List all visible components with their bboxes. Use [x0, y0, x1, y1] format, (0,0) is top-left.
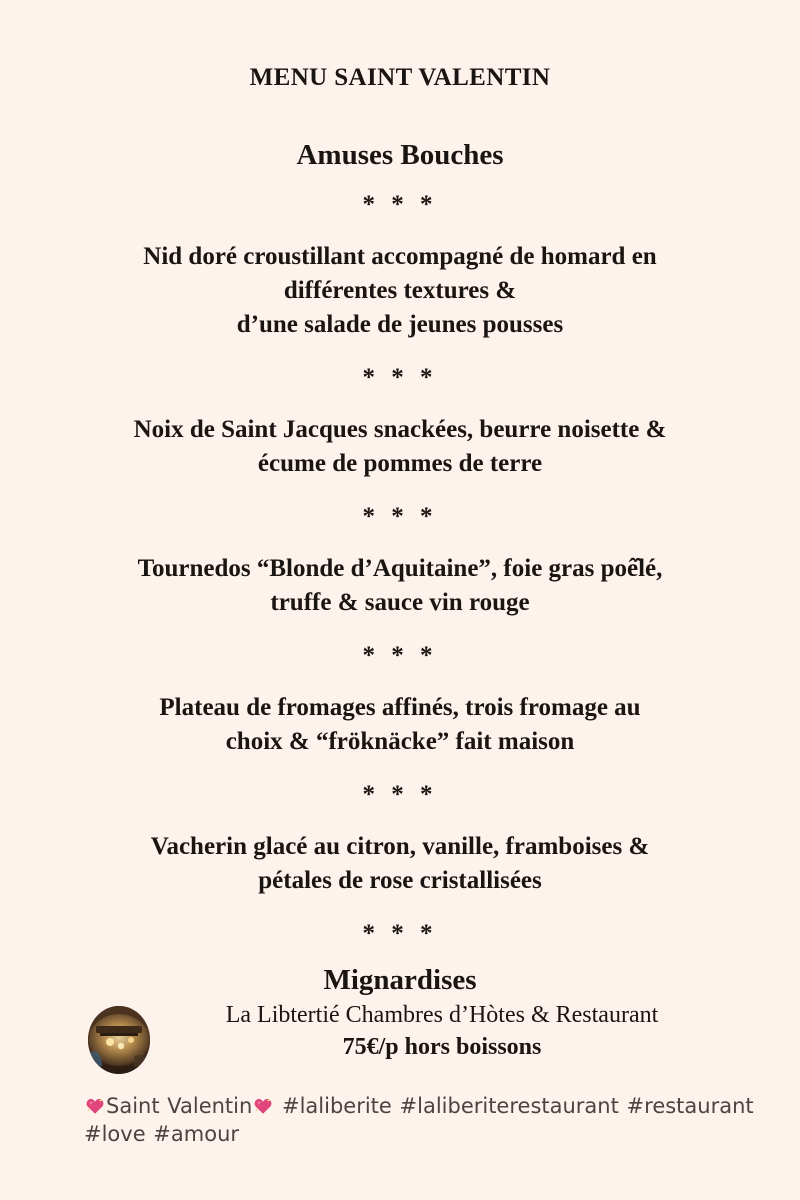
separator-6: * * * — [362, 919, 438, 947]
separator-5: * * * — [362, 780, 438, 808]
caption-occasion: Saint Valentin — [106, 1094, 253, 1118]
menu-item-line: différentes textures & — [283, 276, 517, 304]
menu-item-line: Nid doré croustillant accompagné de homard en — [143, 242, 657, 270]
menu-item-line: Tournedos “Blonde d’Aquitaine”, foie gras poê̂lé, — [137, 554, 663, 582]
footer — [0, 1000, 800, 1149]
menu-item-3 — [60, 552, 740, 620]
sparkling-heart-icon — [253, 1096, 273, 1116]
venue-price: 75€/p hors boissons — [342, 1034, 542, 1060]
separator-4: * * * — [362, 641, 438, 669]
caption-hashtags — [0, 1092, 800, 1149]
caption-hashtags-line-1: #laliberite #laliberiterestaurant — [282, 1094, 619, 1118]
menu-item-line: pétales de rose cristallisées — [258, 866, 542, 894]
section-heading-mignardises: Mignardises — [323, 963, 477, 996]
menu-item-2 — [60, 413, 740, 481]
menu-item-line: d’une salade de jeunes pousses — [236, 310, 564, 338]
separator-2: * * * — [362, 363, 438, 391]
menu-item-line: truffe & sauce vin rouge — [270, 588, 530, 616]
menu-item-line: écume de pommes de terre — [257, 449, 543, 477]
menu-item-1 — [60, 240, 740, 342]
menu-item-line: Plateau de fromages affinés, trois fromage au — [159, 693, 641, 721]
menu-item-line: Noix de Saint Jacques snackées, beurre noisette & — [133, 415, 667, 443]
venue-name: La Libtertié Chambres d’Hòtes & Restaurant — [225, 1002, 659, 1028]
caption-hashtags-line-2: #restaurant #love #amour — [84, 1094, 754, 1147]
menu-item-line: Vacherin glacé au citron, vanille, framboises & — [150, 832, 650, 860]
page-title: MENU SAINT VALENTIN — [249, 64, 551, 91]
menu-item-4 — [60, 691, 740, 759]
menu-item-5 — [60, 830, 740, 898]
venue-row — [0, 1000, 800, 1074]
sparkling-heart-icon — [85, 1096, 105, 1116]
section-heading-amuses-bouches: Amuses Bouches — [296, 138, 504, 171]
separator-3: * * * — [362, 502, 438, 530]
venue-lines — [82, 1000, 800, 1063]
menu-item-line: choix & “fröknäcke” fait maison — [225, 727, 575, 755]
separator-1: * * * — [362, 190, 438, 218]
restaurant-interior-photo-icon — [88, 1006, 150, 1074]
